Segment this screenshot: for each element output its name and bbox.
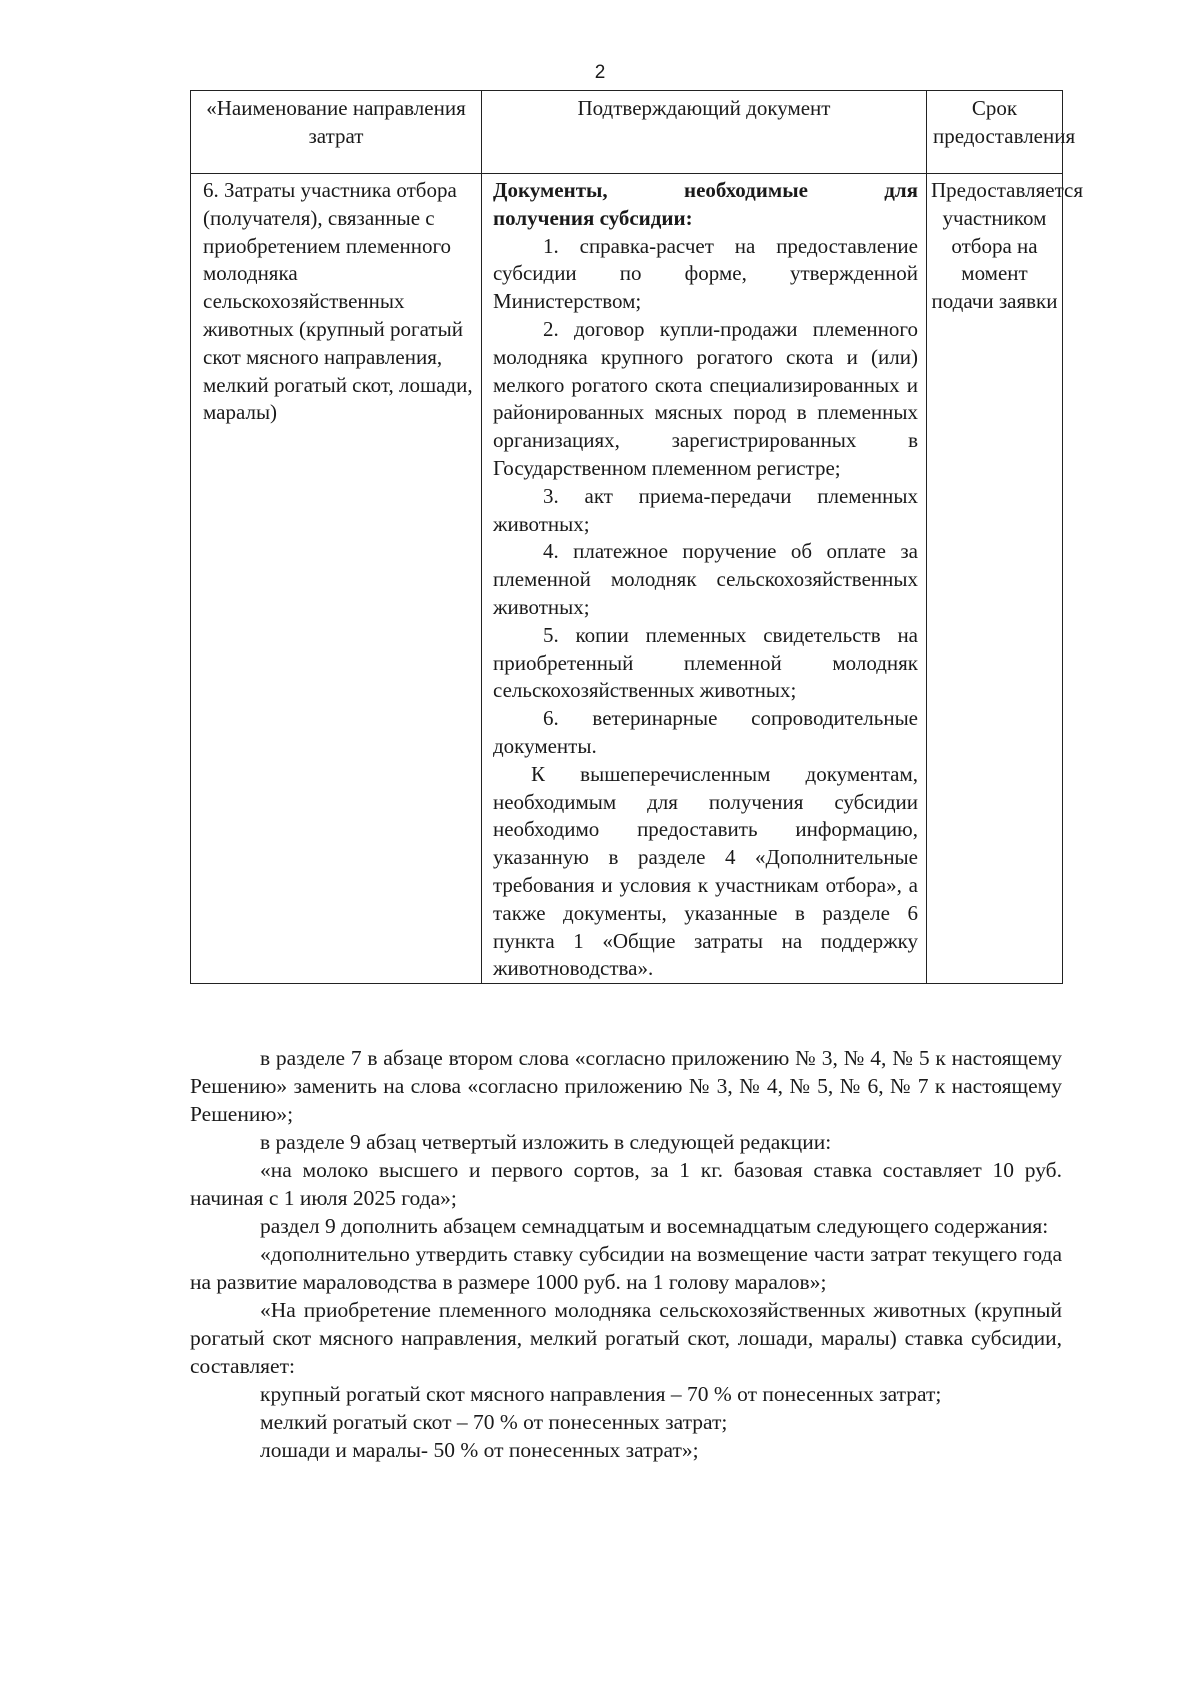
paragraph-livestock-rate: «На приобретение племенного молодняка сельскохозяйственных животных (крупный рогатый скот мясного направления, мелкий рогатый скот, лошади, маралы) ставка субсидии, составляет:: [190, 1298, 1062, 1378]
paragraph-maral-rate: «дополнительно утвердить ставку субсидии на возмещение части затрат текущего года на развитие мараловодства в размере 1000 руб. на 1 голову маралов»;: [190, 1242, 1062, 1294]
doc-item-2: 2. договор купли-продажи племенного молодняка крупного рогатого скота и (или) мелкого рогатого скота специализированных и районированных мясных пород в племенных организациях, зарегистрированных в Государственном племенном регистре;: [493, 316, 918, 480]
table-header-row: [191, 91, 1063, 174]
cell-deadline: Предоставляется участником отбора на момент подачи заявки: [927, 174, 1063, 984]
page-number: 2: [594, 62, 606, 83]
cell-direction: 6. Затраты участника отбора (получателя), связанные с приобретением племенного молодняка сельскохозяйственных животных (крупный рогатый скот мясного направления, мелкий рогатый скот, лошади, маралы): [191, 174, 482, 984]
table-row: [191, 174, 1063, 984]
docs-heading: Документы, необходимые для: [493, 178, 918, 202]
header-direction: «Наименование направления затрат: [191, 91, 482, 174]
costs-table: [190, 90, 1084, 984]
rate-small-cattle: мелкий рогатый скот – 70 % от понесенных затрат;: [260, 1410, 728, 1434]
doc-item-5: 5. копии племенных свидетельств на приобретенный племенной молодняк сельскохозяйственных животных;: [493, 622, 918, 703]
cell-documents: [482, 174, 927, 984]
header-deadline: Срок предоставления: [927, 91, 1063, 174]
rate-horses-marals: лошади и маралы- 50 % от понесенных затрат»;: [260, 1438, 699, 1462]
docs-heading-cont: получения субсидии:: [493, 205, 693, 230]
paragraph-milk-rate: «на молоко высшего и первого сортов, за 1 кг. базовая ставка составляет 10 руб. начиная с 1 июля 2025 года»;: [190, 1158, 1062, 1210]
paragraph-section-9-supplement: раздел 9 дополнить абзацем семнадцатым и восемнадцатым следующего содержания:: [260, 1214, 1049, 1238]
doc-item-4: 4. платежное поручение об оплате за племенной молодняк сельскохозяйственных животных;: [493, 539, 918, 619]
paragraph-section-7: в разделе 7 в абзаце втором слова «согласно приложению № 3, № 4, № 5 к настоящему Решению» заменить на слова «согласно приложению № 3, № 4, № 5, № 6, № 7 к настоящему Решению»;: [190, 1046, 1062, 1126]
amendments-text: [190, 1044, 1062, 1464]
doc-item-6: 6. ветеринарные сопроводительные документы.: [493, 706, 918, 758]
rate-cattle: крупный рогатый скот мясного направления – 70 % от понесенных затрат;: [260, 1382, 942, 1406]
paragraph-section-9-intro: в разделе 9 абзац четвертый изложить в следующей редакции:: [260, 1130, 832, 1154]
header-document: Подтверждающий документ: [482, 91, 927, 174]
doc-item-1: 1. справка-расчет на предоставление субсидии по форме, утвержденной Министерством;: [493, 233, 918, 314]
doc-item-3: 3. акт приема-передачи племенных животных;: [493, 483, 918, 536]
docs-note: К вышеперечисленным документам, необходимым для получения субсидии необходимо предоставить информацию, указанную в разделе 4 «Дополнительные требования и условия к участникам отбора», а также документы, указанные в разделе 6 пункта 1 «Общие затраты на поддержку животноводства».: [493, 761, 918, 981]
